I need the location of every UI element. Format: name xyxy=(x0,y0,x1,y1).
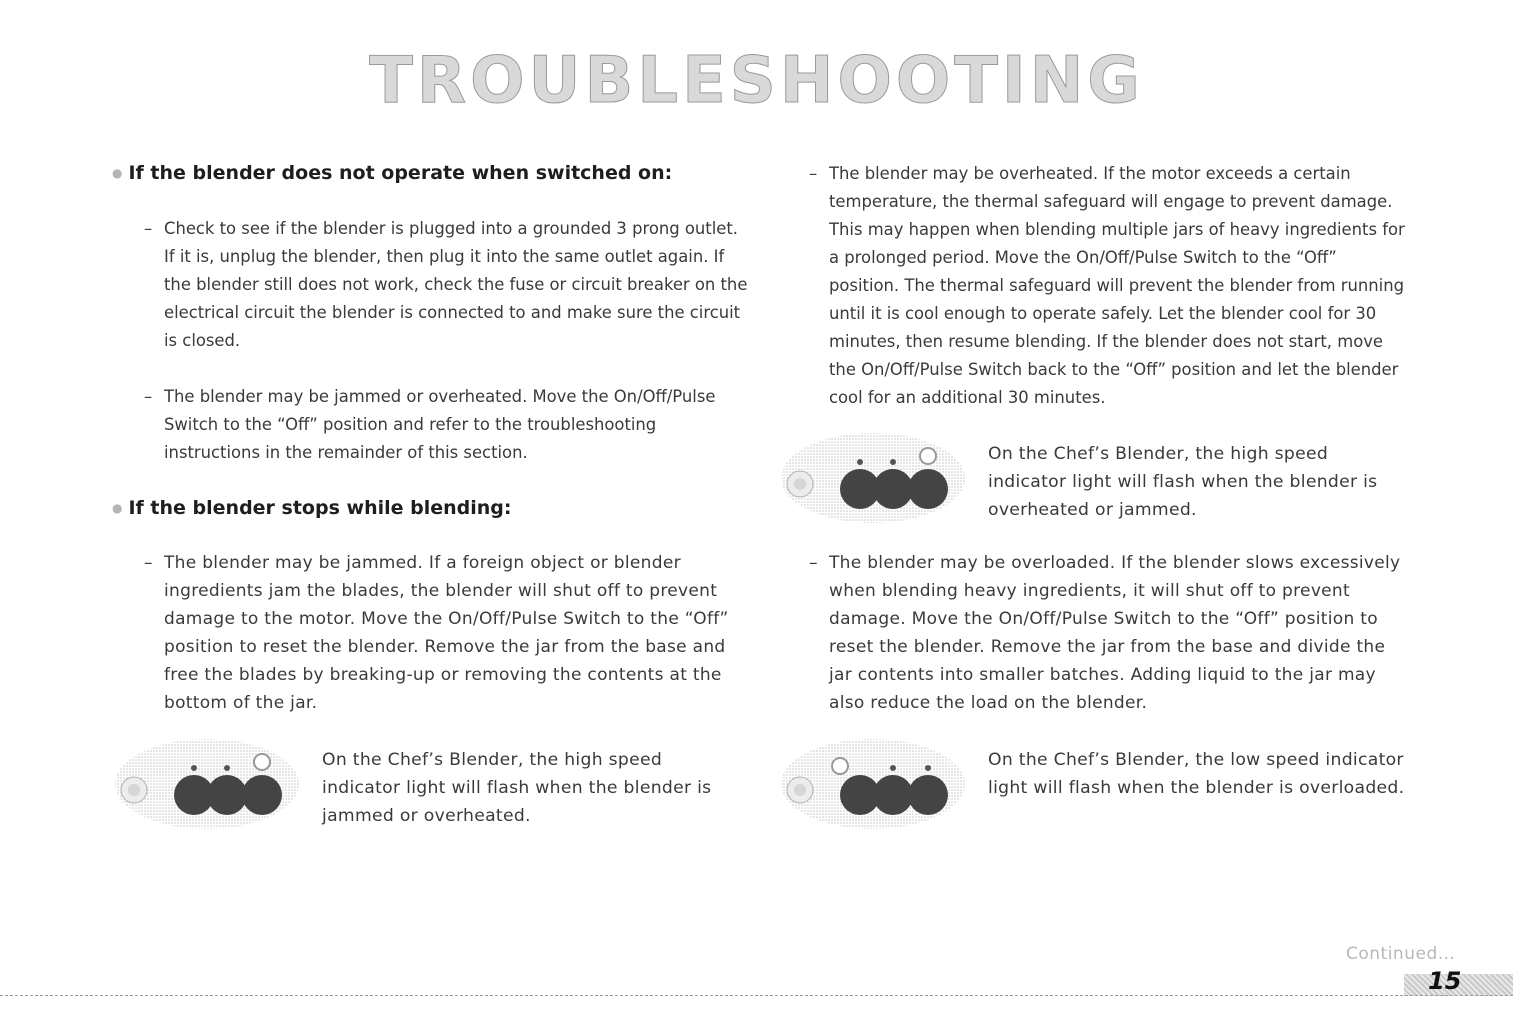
bullet-icon: ● xyxy=(112,501,123,515)
control-panel-low-speed-icon xyxy=(780,738,966,830)
bullet-icon: ● xyxy=(112,166,123,180)
control-panel-high-speed-icon xyxy=(780,432,966,524)
page-title: TROUBLESHOOTING xyxy=(369,44,1144,118)
list-item xyxy=(144,383,749,467)
list-item xyxy=(809,549,1409,717)
item-text: The blender may be jammed. If a foreign object or blender ingredients jam the blades, the blender will shut off to prevent damage to the motor. Move the On/Off/Pulse Switch to the “Off” position to reset the blender. Remove the jar from the base and free the blades by breaking-up or removing the contents at the bottom of the jar. xyxy=(164,553,729,713)
continued-label: Continued… xyxy=(1346,944,1456,964)
section-heading-stops-blending xyxy=(112,495,511,523)
list-item xyxy=(809,160,1409,412)
heading-text: If the blender stops while blending: xyxy=(128,497,512,519)
item-text: The blender may be jammed or overheated. Move the On/Off/Pulse Switch to the “Off” position and refer to the troubleshooting instructions in the remainder of this section. xyxy=(164,387,716,462)
dash-icon: – xyxy=(809,553,818,573)
dash-icon: – xyxy=(144,219,153,238)
section-heading-not-operate xyxy=(112,160,672,188)
note-high-speed-overheated: On the Chef’s Blender, the high speed indicator light will flash when the blender is overheated or jammed. xyxy=(988,444,1378,520)
control-panel-high-speed-icon xyxy=(114,738,300,830)
dash-icon: – xyxy=(809,164,818,183)
note-high-speed-jammed: On the Chef’s Blender, the high speed indicator light will flash when the blender is jammed or overheated. xyxy=(322,750,712,826)
note-low-speed-overloaded: On the Chef’s Blender, the low speed indicator light will flash when the blender is overloaded. xyxy=(988,750,1405,798)
page-number: 15 xyxy=(1428,967,1462,995)
dash-icon: – xyxy=(144,553,153,573)
heading-text: If the blender does not operate when switched on: xyxy=(128,162,673,184)
list-item xyxy=(144,215,749,355)
dash-icon: – xyxy=(144,387,153,406)
footer-divider xyxy=(0,995,1513,996)
item-text: The blender may be overloaded. If the blender slows excessively when blending heavy ingredients, it will shut off to prevent damage. Move the On/Off/Pulse Switch to the “Off” position to reset the blender. Remove the jar from the base and divide the jar contents into smaller batches. Adding liquid to the jar may also reduce the load on the blender. xyxy=(829,553,1401,713)
item-text: The blender may be overheated. If the motor exceeds a certain temperature, the thermal safeguard will engage to prevent damage. This may happen when blending multiple jars of heavy ingredients for a prolonged period. Move the On/Off/Pulse Switch to the “Off” position. The thermal safeguard will prevent the blender from running until it is cool enough to operate safely. Let the blender cool for 30 minutes, then resume blending. If the blender does not start, move the On/Off/Pulse Switch back to the “Off” position and let the blender cool for an additional 30 minutes. xyxy=(829,164,1405,407)
item-text: Check to see if the blender is plugged into a grounded 3 prong outlet. If it is, unplug the blender, then plug it into the same outlet again. If the blender still does not work, check the fuse or circuit breaker on the electrical circuit the blender is connected to and make sure the circuit is closed. xyxy=(164,219,748,350)
list-item xyxy=(144,549,734,717)
